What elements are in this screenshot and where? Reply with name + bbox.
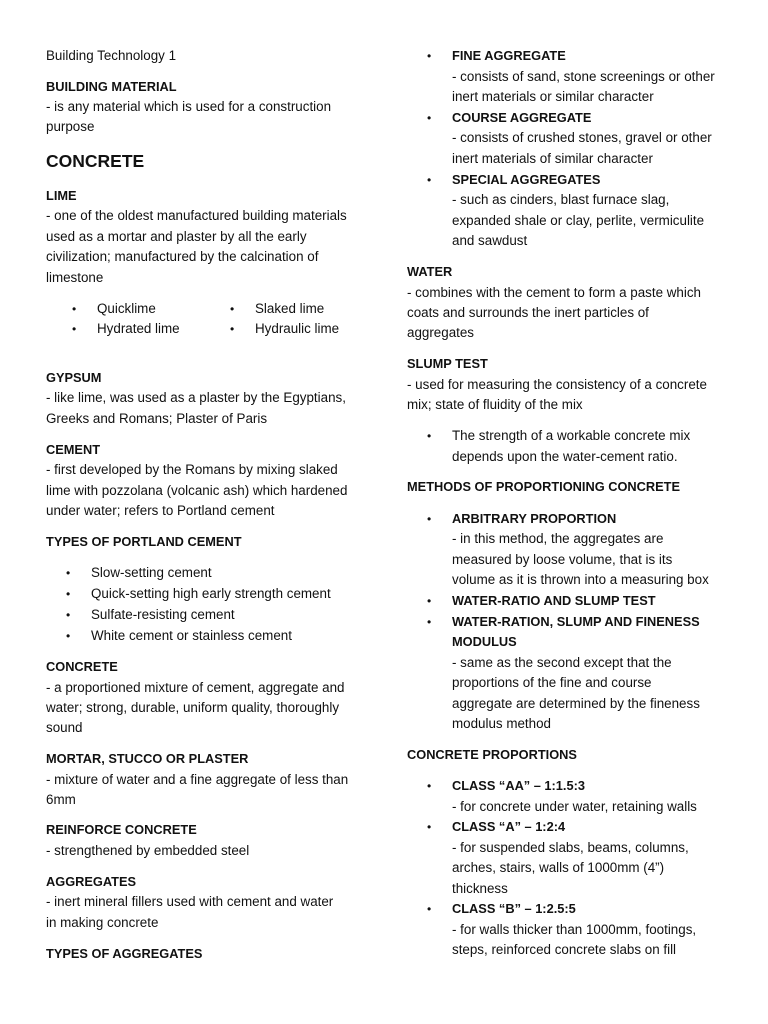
- special-aggregates-text: - such as cinders, blast furnace slag,: [452, 192, 670, 207]
- bullet: •: [427, 820, 432, 834]
- bullet: •: [72, 322, 77, 336]
- portland-type: Quick-setting high early strength cement: [91, 586, 331, 601]
- bullet: •: [66, 608, 71, 622]
- strength-text: depends upon the water-cement ratio.: [452, 449, 678, 464]
- mortar-text: 6mm: [46, 792, 76, 807]
- lime-heading: LIME: [46, 188, 77, 203]
- lime-type: Hydrated lime: [97, 321, 180, 336]
- cement-heading: CEMENT: [46, 442, 101, 457]
- arbitrary-proportion-text: measured by loose volume, that is its: [452, 552, 673, 567]
- fine-aggregate-text: - consists of sand, stone screenings or other: [452, 69, 715, 84]
- water-ration-heading: MODULUS: [452, 634, 517, 649]
- class-a-text: - for suspended slabs, beams, columns,: [452, 840, 689, 855]
- bullet: •: [230, 302, 235, 316]
- bullet: •: [72, 302, 77, 316]
- water-text: coats and surrounds the inert particles of: [407, 305, 649, 320]
- portland-types-heading: TYPES OF PORTLAND CEMENT: [46, 534, 242, 549]
- slump-test-text: - used for measuring the consistency of a concrete: [407, 377, 707, 392]
- course-aggregate-text: - consists of crushed stones, gravel or other: [452, 130, 712, 145]
- portland-type: White cement or stainless cement: [91, 628, 292, 643]
- bullet: •: [427, 512, 432, 526]
- special-aggregates-text: and sawdust: [452, 233, 528, 248]
- building-material-heading: BUILDING MATERIAL: [46, 79, 177, 94]
- concrete-proportions-heading: CONCRETE PROPORTIONS: [407, 747, 577, 762]
- gypsum-heading: GYPSUM: [46, 370, 102, 385]
- class-a-heading: CLASS “A” – 1:2:4: [452, 819, 566, 834]
- lime-text: - one of the oldest manufactured building materials: [46, 208, 347, 223]
- concrete-text: sound: [46, 720, 83, 735]
- water-ration-heading: WATER-RATION, SLUMP AND FINENESS: [452, 614, 700, 629]
- lime-type: Hydraulic lime: [255, 321, 340, 336]
- concrete-heading: CONCRETE: [46, 659, 118, 674]
- class-b-text: steps, reinforced concrete slabs on fill: [452, 942, 677, 957]
- building-material-text: purpose: [46, 119, 95, 134]
- bullet: •: [427, 902, 432, 916]
- course-aggregate-text: inert materials of similar character: [452, 151, 653, 166]
- gypsum-text: - like lime, was used as a plaster by the Egyptians,: [46, 390, 346, 405]
- cement-text: - first developed by the Romans by mixing slaked: [46, 462, 338, 477]
- lime-text: used as a mortar and plaster by all the early: [46, 229, 307, 244]
- lime-type: Quicklime: [97, 301, 156, 316]
- aggregates-text: - inert mineral fillers used with cement and water: [46, 894, 334, 909]
- document-title: Building Technology 1: [46, 48, 177, 63]
- bullet: •: [427, 594, 432, 608]
- water-heading: WATER: [407, 264, 453, 279]
- bullet: •: [427, 173, 432, 187]
- reinforce-heading: REINFORCE CONCRETE: [46, 822, 197, 837]
- class-b-text: - for walls thicker than 1000mm, footings,: [452, 922, 697, 937]
- water-text: - combines with the cement to form a paste which: [407, 285, 701, 300]
- arbitrary-proportion-heading: ARBITRARY PROPORTION: [452, 511, 617, 526]
- arbitrary-proportion-text: volume as it is thrown into a measuring box: [452, 572, 709, 587]
- bullet: •: [66, 566, 71, 580]
- cement-text: under water; refers to Portland cement: [46, 503, 275, 518]
- water-ration-text: - same as the second except that the: [452, 655, 672, 670]
- aggregates-text: in making concrete: [46, 915, 159, 930]
- class-a-text: arches, stairs, walls of 1000mm (4”): [452, 860, 665, 875]
- bullet: •: [230, 322, 235, 336]
- water-ration-text: modulus method: [452, 716, 551, 731]
- slump-test-text: mix; state of fluidity of the mix: [407, 397, 583, 412]
- portland-type: Slow-setting cement: [91, 565, 212, 580]
- methods-heading: METHODS OF PROPORTIONING CONCRETE: [407, 479, 681, 494]
- water-text: aggregates: [407, 325, 475, 340]
- bullet: •: [427, 49, 432, 63]
- water-ration-text: aggregate are determined by the fineness: [452, 696, 700, 711]
- bullet: •: [427, 111, 432, 125]
- types-of-aggregates-heading: TYPES OF AGGREGATES: [46, 946, 203, 961]
- lime-text: limestone: [46, 270, 104, 285]
- arbitrary-proportion-text: - in this method, the aggregates are: [452, 531, 664, 546]
- concrete-text: - a proportioned mixture of cement, aggregate and: [46, 680, 345, 695]
- water-ratio-heading: WATER-RATIO AND SLUMP TEST: [452, 593, 656, 608]
- class-b-heading: CLASS “B” – 1:2.5:5: [452, 901, 576, 916]
- concrete-title: CONCRETE: [46, 151, 145, 171]
- bullet: •: [66, 587, 71, 601]
- concrete-text: water; strong, durable, uniform quality, thoroughly: [46, 700, 340, 715]
- water-ration-text: proportions of the fine and course: [452, 675, 652, 690]
- gypsum-text: Greeks and Romans; Plaster of Paris: [46, 411, 268, 426]
- special-aggregates-heading: SPECIAL AGGREGATES: [452, 172, 601, 187]
- bullet: •: [427, 429, 432, 443]
- reinforce-text: - strengthened by embedded steel: [46, 843, 250, 858]
- bullet: •: [427, 779, 432, 793]
- fine-aggregate-heading: FINE AGGREGATE: [452, 48, 566, 63]
- lime-text: civilization; manufactured by the calcination of: [46, 249, 319, 264]
- lime-type: Slaked lime: [255, 301, 325, 316]
- class-aa-text: - for concrete under water, retaining walls: [452, 799, 697, 814]
- class-aa-heading: CLASS “AA” – 1:1.5:3: [452, 778, 585, 793]
- strength-text: The strength of a workable concrete mix: [452, 428, 691, 443]
- mortar-heading: MORTAR, STUCCO OR PLASTER: [46, 751, 249, 766]
- portland-type: Sulfate-resisting cement: [91, 607, 235, 622]
- bullet: •: [427, 615, 432, 629]
- slump-test-heading: SLUMP TEST: [407, 356, 488, 371]
- special-aggregates-text: expanded shale or clay, perlite, vermiculite: [452, 213, 705, 228]
- aggregates-heading: AGGREGATES: [46, 874, 137, 889]
- class-a-text: thickness: [452, 881, 508, 896]
- cement-text: lime with pozzolana (volcanic ash) which hardened: [46, 483, 348, 498]
- mortar-text: - mixture of water and a fine aggregate of less than: [46, 772, 349, 787]
- fine-aggregate-text: inert materials or similar character: [452, 89, 654, 104]
- bullet: •: [66, 629, 71, 643]
- course-aggregate-heading: COURSE AGGREGATE: [452, 110, 592, 125]
- building-material-text: - is any material which is used for a construction: [46, 99, 332, 114]
